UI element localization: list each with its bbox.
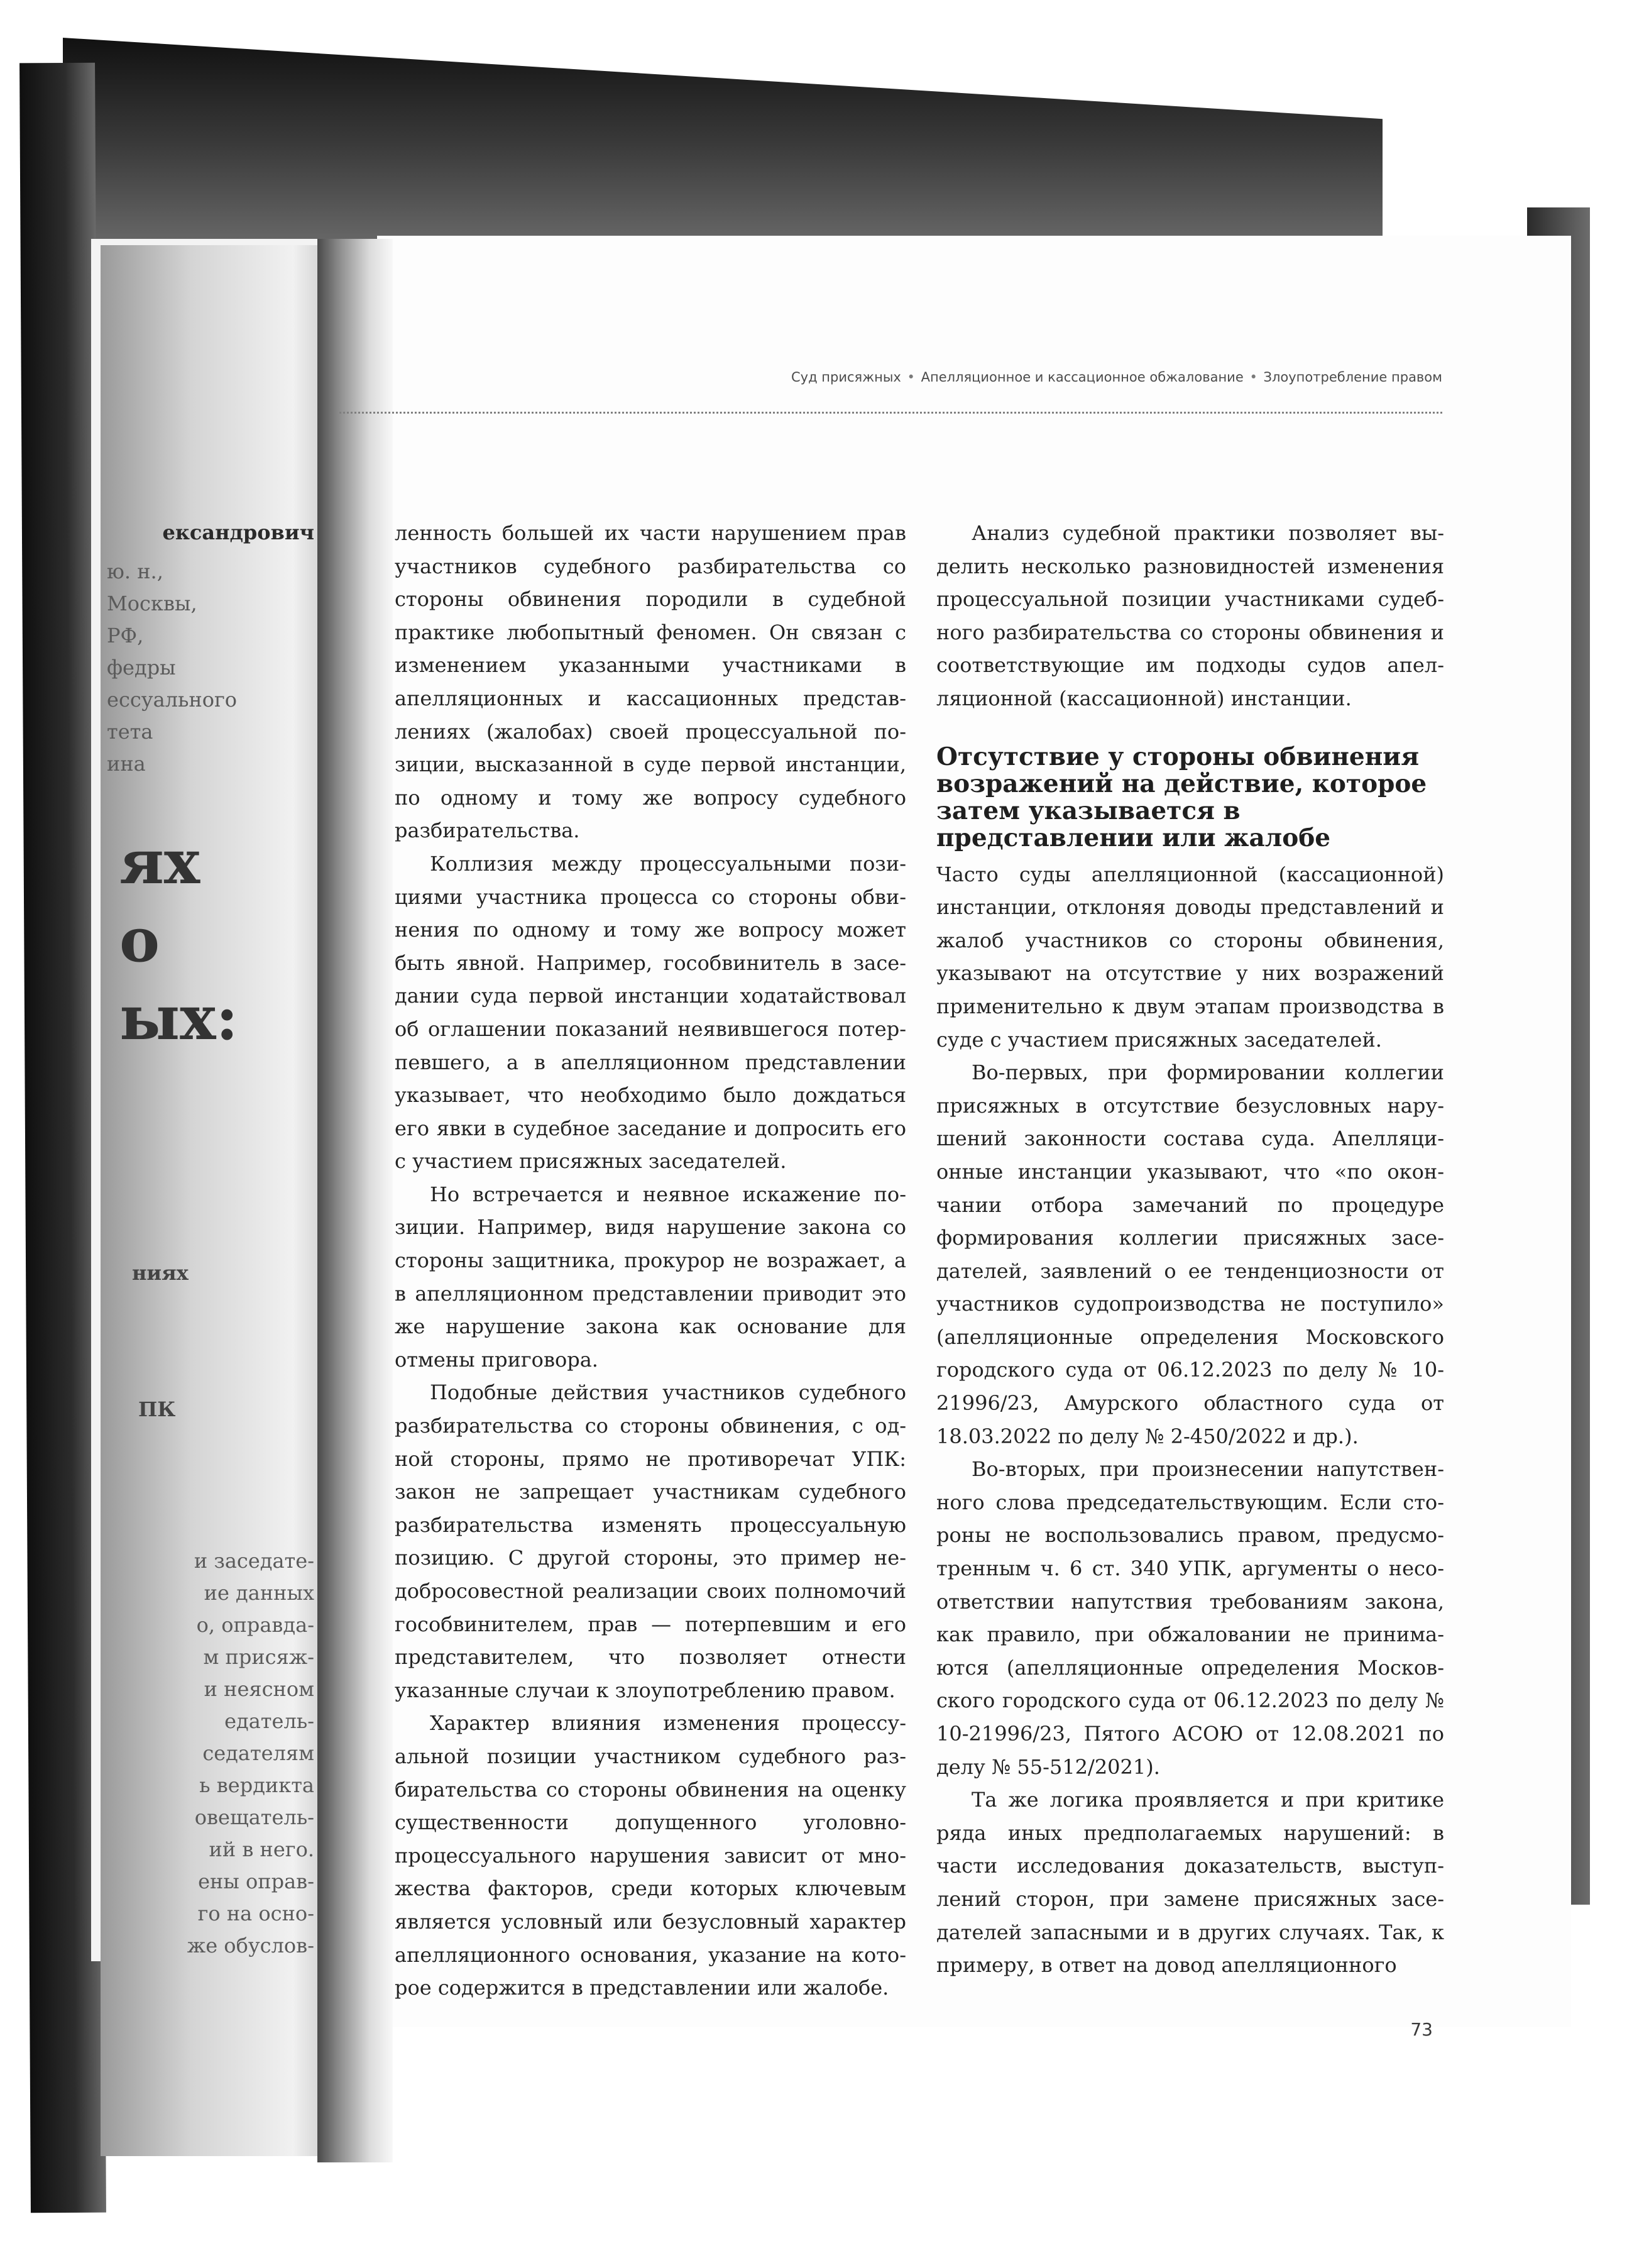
- left-line: седателям: [202, 1741, 314, 1765]
- left-line: и заседате-: [194, 1549, 314, 1573]
- header-section: Злоупотребление правом: [1263, 370, 1442, 385]
- header-separator: •: [907, 370, 915, 385]
- left-line: ий в него.: [209, 1837, 314, 1861]
- page-number: 73: [1410, 2019, 1433, 2040]
- body-paragraph: Та же логика проявляется и при критике ряда иных предполагаемых нарушений: в части исследования доказательств, выступлений сторон, при замене присяжных заседателей запасными и в других случаях. Так, к примеру, в ответ на довод апелляционного: [936, 1788, 1444, 1978]
- body-paragraph: Во-вторых, при произнесении напутственного слова председательствующим. Если стороны не воспользовались правом, предусмотренным ч. 6 ст. 340 УПК, аргументы о несоответствии напутствия требованиям закона, как правило, при обжаловании не принимаются (апелляционные определения Московского городского суда от 06.12.2023 по делу № 10-21996/23, Пятого АСОЮ от 12.08.2021 по делу № 55-512/2021).: [936, 1457, 1444, 1779]
- left-column-lines: [101, 1545, 314, 1962]
- body-paragraph: Во-первых, при формировании коллегии присяжных в отсутствие безусловных нарушений законности состава суда. Апелляционные инстанции указывают, что «по окончании отбора замечаний по процедуре формирования коллегии присяжных заседателей, заявлений о ее тенденциозности от участников судопроизводства не поступило» (апелляционные определения Московского городского суда от 06.12.2023 по делу № 10-21996/23, Амурского областного суда от 18.03.2022 по делу № 2-450/2022 и др.).: [936, 1060, 1444, 1448]
- left-line: едатель-: [224, 1709, 314, 1733]
- left-line: же обуслов-: [187, 1934, 314, 1957]
- body-paragraph: Анализ судебной практики позволяет выделить несколько разновидностей изменения процессуальной позиции участниками судебного разбирательства со стороны обвинения и соответствующие им подходы судов апелляционной (кассационной) инстанции.: [936, 521, 1444, 710]
- title-line: ях: [119, 827, 200, 898]
- article-title-fragment: [119, 823, 333, 1057]
- author-info-line: Москвы,: [107, 592, 197, 615]
- left-mid-fragment: ниях: [132, 1261, 189, 1285]
- header-section: Суд присяжных: [791, 370, 901, 385]
- left-line: и неясном: [204, 1677, 314, 1701]
- author-info-line: ессуального: [107, 688, 238, 712]
- author-info-line: тета: [107, 720, 153, 744]
- author-info-line: РФ,: [107, 624, 144, 647]
- left-line: ь вердикта: [199, 1773, 314, 1797]
- middle-column: [395, 517, 906, 2005]
- author-info: [107, 556, 320, 780]
- author-info-line: ина: [107, 752, 146, 776]
- header-section: Апелляционное и кассационное обжалование: [921, 370, 1244, 385]
- running-header: [628, 370, 1442, 385]
- header-dotted-rule: [339, 412, 1442, 414]
- section-heading: Отсутствие у стороны обвинения возражений на действие, которое затем указывается в представлении или жалобе: [936, 742, 1427, 852]
- body-paragraph: ленность большей их части нарушением прав участников судебного разбирательства со стороны обвинения породили в судебной практике любопытный феномен. Он связан с изменением указанными участниками в апелляционных и кассационных представлениях (жалобах) своей процессуальной позиции, высказанной в суде первой инстанции, по одному и тому же вопросу судебного разбирательства.: [395, 521, 906, 843]
- body-paragraph: Но встречается и неявное искажение позиции. Например, видя нарушение закона со стороны защитника, прокурор не возражает, а в апелляционном представлении приводит это же нарушение закона как основание для отмены приговора.: [395, 1182, 906, 1372]
- header-separator: •: [1249, 370, 1257, 385]
- author-info-line: ю. н.,: [107, 559, 163, 583]
- title-line: ых:: [119, 983, 238, 1054]
- author-name-fragment: ександрович: [162, 520, 314, 544]
- left-line: о, оправда-: [196, 1613, 314, 1637]
- left-line: ены оправ-: [198, 1869, 314, 1893]
- left-line: ие данных: [204, 1581, 314, 1605]
- book-gutter: [317, 239, 393, 2162]
- body-paragraph: Коллизия между процессуальными позициями участника процесса со стороны обвинения по одному и тому же вопросу может быть явной. Например, гособвинитель в заседании суда первой инстанции ходатайствовал об оглашении показаний неявившегося потерпевшего, а в апелляционном представлении указывает, что необходимо было дождаться его явки в судебное заседание и допросить его с участием присяжных заседателей.: [395, 851, 906, 1174]
- body-paragraph: Характер влияния изменения процессуальной позиции участником судебного разбирательства со стороны обвинения на оценку существенности допущенного уголовнопроцессуального нарушения зависит от множества факторов, среди которых ключевым является условный или безусловный характер апелляционного основания, указание на которое содержится в представлении или жалобе.: [395, 1711, 906, 2000]
- left-line: го на осно-: [197, 1902, 314, 1925]
- left-mid-fragment: ПК: [138, 1397, 176, 1421]
- scan-shadow-top: [63, 38, 1383, 251]
- title-line: о: [119, 905, 160, 976]
- left-line: м присяж-: [203, 1645, 314, 1669]
- right-column: [936, 517, 1444, 1982]
- body-paragraph: Часто суды апелляционной (кассационной) инстанции, отклоняя доводы представлений и жалоб участников со стороны обвинения, указывают на отсутствие у них возражений применительно к двум этапам производства в суде с участием присяжных заседателей.: [936, 862, 1444, 1052]
- body-paragraph: Подобные действия участников судебного разбирательства со стороны обвинения, с одной стороны, прямо не противоречат УПК: закон не запрещает участникам судебного разбирательства изменять процессуальную позицию. С другой стороны, это пример недобросовестной реализации своих полномочий гособвинителем, прав — потерпевшим и его представителем, что позволяет отнести указанные случаи к злоупотреблению правом.: [395, 1380, 906, 1702]
- author-info-line: федры: [107, 656, 176, 680]
- left-line: овещатель-: [194, 1805, 314, 1829]
